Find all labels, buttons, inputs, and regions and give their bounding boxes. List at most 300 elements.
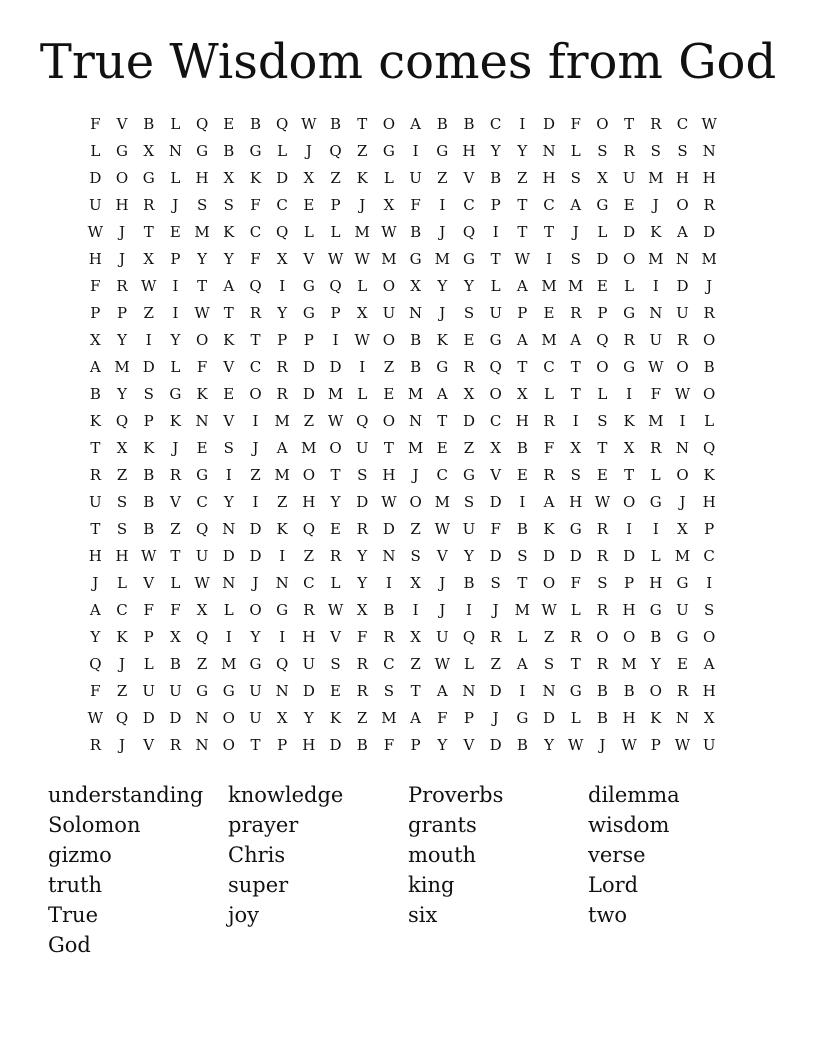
grid-row (82, 462, 732, 489)
grid-letter: J (92, 574, 99, 592)
grid-letter: Z (116, 682, 128, 700)
word-list-item: True (48, 903, 98, 927)
grid-letter: J (572, 223, 579, 241)
grid-letter: Z (490, 655, 501, 673)
grid-letter: T (624, 115, 635, 133)
grid-letter: Y (357, 574, 368, 592)
grid-letter: J (599, 736, 606, 754)
grid-letter: M (648, 250, 664, 268)
grid-letter: Z (410, 520, 421, 538)
grid-letter: R (276, 385, 288, 403)
grid-letter: Y (197, 250, 208, 268)
grid-letter: I (492, 223, 499, 241)
grid-letter: K (543, 520, 555, 538)
grid-letter: R (543, 466, 555, 484)
grid-letter: H (649, 574, 663, 592)
grid-letter: L (357, 385, 368, 403)
grid-letter: Q (302, 520, 315, 538)
grid-letter: Z (330, 169, 341, 187)
page-title: True Wisdom comes from God (39, 34, 777, 90)
grid-letter: R (356, 682, 368, 700)
grid-letter: K (703, 466, 715, 484)
grid-letter: O (676, 358, 689, 376)
grid-letter: Q (195, 628, 209, 646)
grid-letter: L (463, 655, 474, 673)
grid-letter: O (249, 385, 262, 403)
grid-letter: R (463, 358, 475, 376)
grid-letter: S (357, 466, 368, 484)
grid-letter: P (517, 304, 528, 322)
grid-letter: A (570, 331, 582, 349)
grid-letter: R (276, 358, 288, 376)
grid-letter: S (383, 682, 395, 700)
grid-letter: G (196, 682, 209, 700)
grid-letter: E (223, 115, 235, 133)
grid-letter: F (383, 736, 395, 754)
grid-letter: P (490, 196, 501, 214)
grid-letter: N (542, 142, 556, 160)
grid-letter: N (542, 682, 556, 700)
grid-letter: T (570, 385, 581, 403)
grid-letter: N (675, 439, 690, 457)
grid-letter: M (114, 358, 130, 376)
grid-letter: G (623, 304, 636, 322)
grid-letter: S (650, 142, 661, 160)
grid-letter: A (410, 115, 422, 133)
grid-letter: W (568, 736, 584, 754)
grid-row (82, 273, 732, 300)
grid-letter: J (172, 196, 179, 214)
grid-letter: B (463, 115, 475, 133)
grid-letter: O (302, 466, 315, 484)
grid-letter: I (439, 196, 446, 214)
grid-letter: S (490, 574, 501, 592)
grid-row (82, 192, 732, 219)
grid-letter: N (195, 736, 209, 754)
grid-letter: V (330, 628, 341, 646)
grid-letter: F (437, 709, 448, 727)
grid-letter: X (303, 169, 315, 187)
grid-letter: H (702, 493, 716, 511)
grid-letter: S (597, 412, 608, 430)
grid-letter: Z (303, 412, 315, 430)
grid-letter: V (169, 493, 181, 511)
grid-row (82, 165, 732, 192)
grid-letter: D (462, 412, 475, 430)
grid-letter: Y (464, 547, 474, 565)
grid-row (82, 354, 732, 381)
grid-letter: O (115, 169, 129, 187)
grid-letter: X (383, 196, 395, 214)
grid-letter: Q (195, 520, 209, 538)
grid-letter: C (489, 115, 502, 133)
grid-letter: D (329, 736, 342, 754)
grid-letter: A (223, 277, 235, 295)
grid-letter: Q (276, 223, 289, 241)
grid-letter: S (463, 493, 475, 511)
grid-letter: H (569, 493, 583, 511)
grid-letter: U (382, 304, 396, 322)
grid-letter: R (650, 115, 662, 133)
grid-letter: W (194, 304, 210, 322)
grid-letter: A (89, 358, 101, 376)
grid-letter: J (305, 142, 312, 160)
grid-letter: B (410, 331, 422, 349)
grid-letter: K (116, 628, 128, 646)
grid-letter: J (492, 601, 499, 619)
grid-letter: H (702, 169, 716, 187)
grid-letter: D (543, 547, 556, 565)
grid-letter: R (570, 628, 582, 646)
grid-letter: Y (464, 277, 474, 295)
grid-letter: S (463, 304, 475, 322)
grid-letter: Q (115, 412, 129, 430)
grid-letter: Q (249, 277, 262, 295)
grid-letter: R (89, 736, 101, 754)
grid-letter: M (541, 277, 557, 295)
grid-letter: N (222, 574, 236, 592)
grid-letter: G (649, 493, 662, 511)
grid-letter: J (439, 304, 446, 322)
grid-letter: Y (277, 304, 288, 322)
grid-row (82, 489, 732, 516)
grid-letter: G (516, 709, 529, 727)
grid-letter: I (519, 682, 526, 700)
grid-letter: B (143, 115, 155, 133)
grid-letter: G (569, 682, 582, 700)
grid-letter: G (169, 385, 182, 403)
grid-letter: B (650, 628, 662, 646)
grid-letter: C (489, 412, 502, 430)
grid-letter: R (703, 304, 715, 322)
grid-letter: G (649, 601, 662, 619)
grid-letter: P (303, 331, 314, 349)
grid-letter: V (463, 736, 475, 754)
grid-letter: B (596, 709, 608, 727)
grid-letter: X (90, 331, 101, 349)
grid-letter: L (330, 574, 341, 592)
grid-letter: L (570, 142, 581, 160)
grid-letter: T (250, 331, 261, 349)
grid-letter: Q (703, 439, 716, 457)
grid-letter: I (412, 142, 419, 160)
grid-letter: P (410, 736, 421, 754)
grid-letter: M (274, 466, 290, 484)
grid-letter: Q (356, 412, 369, 430)
grid-letter: D (302, 358, 315, 376)
grid-letter: V (463, 169, 475, 187)
grid-letter: X (143, 142, 155, 160)
grid-letter: Q (329, 277, 342, 295)
grid-letter: O (382, 331, 396, 349)
grid-letter: I (279, 628, 286, 646)
grid-letter: V (223, 412, 235, 430)
grid-letter: D (89, 169, 102, 187)
grid-letter: G (142, 169, 155, 187)
grid-letter: L (223, 601, 234, 619)
word-list-item: Lord (588, 873, 639, 897)
grid-letter: Q (115, 709, 129, 727)
grid-letter: H (542, 169, 556, 187)
grid-letter: O (222, 736, 235, 754)
grid-letter: U (355, 439, 369, 457)
grid-letter: H (115, 547, 129, 565)
grid-letter: B (623, 682, 635, 700)
grid-letter: J (706, 277, 713, 295)
grid-letter: V (143, 574, 155, 592)
grid-letter: U (622, 169, 636, 187)
grid-letter: W (541, 601, 557, 619)
grid-row (82, 570, 732, 597)
grid-letter: Y (650, 655, 661, 673)
grid-letter: P (170, 250, 181, 268)
grid-letter: V (116, 115, 128, 133)
grid-letter: C (249, 358, 262, 376)
grid-letter: S (116, 493, 128, 511)
grid-letter: G (596, 196, 609, 214)
grid-letter: O (195, 331, 209, 349)
grid-letter: D (249, 547, 262, 565)
grid-letter: O (489, 385, 502, 403)
grid-letter: D (356, 493, 369, 511)
grid-letter: M (541, 331, 557, 349)
grid-letter: X (116, 439, 128, 457)
grid-letter: X (276, 709, 288, 727)
grid-letter: P (143, 412, 154, 430)
grid-letter: B (410, 223, 422, 241)
grid-letter: K (356, 169, 368, 187)
word-list-item: Solomon (48, 813, 141, 837)
grid-letter: F (143, 601, 154, 619)
grid-letter: Q (276, 655, 289, 673)
grid-letter: B (143, 520, 155, 538)
grid-letter: U (649, 331, 663, 349)
grid-letter: U (489, 304, 502, 322)
grid-letter: F (250, 196, 261, 214)
grid-letter: N (275, 682, 289, 700)
grid-letter: E (196, 439, 208, 457)
grid-letter: Z (250, 466, 261, 484)
grid-letter: I (225, 466, 232, 484)
grid-letter: B (383, 601, 395, 619)
grid-letter: R (169, 736, 182, 754)
grid-letter: A (89, 601, 101, 619)
grid-letter: K (329, 709, 342, 727)
grid-letter: X (170, 628, 181, 646)
grid-letter: J (252, 574, 259, 592)
grid-letter: H (622, 709, 636, 727)
grid-letter: W (381, 223, 397, 241)
grid-letter: O (622, 628, 636, 646)
grid-letter: M (194, 223, 210, 241)
grid-letter: W (621, 736, 637, 754)
grid-letter: A (436, 682, 448, 700)
grid-letter: W (381, 493, 397, 511)
grid-letter: L (597, 385, 608, 403)
grid-letter: W (594, 493, 611, 511)
grid-letter: I (145, 331, 152, 349)
grid-letter: A (516, 331, 528, 349)
grid-letter: Z (143, 304, 154, 322)
grid-letter: T (517, 574, 528, 592)
grid-letter: G (409, 250, 422, 268)
grid-letter: E (223, 385, 235, 403)
grid-letter: G (623, 358, 636, 376)
word-list-item: king (408, 873, 455, 897)
grid-letter: I (412, 601, 419, 619)
grid-letter: B (223, 142, 235, 160)
grid-letter: M (701, 250, 717, 268)
grid-letter: F (570, 574, 581, 592)
grid-letter: U (302, 655, 316, 673)
grid-letter: T (330, 466, 341, 484)
grid-letter: O (542, 574, 556, 592)
grid-letter: G (436, 358, 449, 376)
grid-letter: R (650, 439, 662, 457)
grid-letter: I (466, 601, 472, 619)
grid-letter: D (276, 169, 289, 187)
grid-letter: H (302, 736, 316, 754)
grid-letter: X (463, 385, 475, 403)
grid-letter: Y (330, 493, 341, 511)
grid-row (82, 111, 732, 138)
grid-letter: M (221, 655, 237, 673)
grid-letter: D (489, 493, 502, 511)
grid-letter: U (435, 628, 449, 646)
grid-letter: R (703, 196, 715, 214)
grid-letter: D (382, 520, 395, 538)
grid-letter: I (519, 115, 526, 133)
grid-letter: Q (462, 628, 476, 646)
grid-row (82, 381, 732, 408)
word-list-item: God (48, 933, 91, 957)
grid-letter: S (570, 466, 581, 484)
grid-letter: L (143, 655, 154, 673)
grid-letter: D (596, 250, 609, 268)
grid-letter: E (383, 385, 395, 403)
grid-letter: T (170, 547, 181, 565)
grid-letter: Z (357, 709, 368, 727)
grid-letter: C (676, 115, 689, 133)
grid-letter: U (702, 736, 716, 754)
word-list-item: Chris (228, 843, 286, 867)
grid-letter: G (382, 142, 395, 160)
grid-letter: Q (596, 331, 609, 349)
grid-letter: O (703, 628, 716, 646)
grid-letter: A (703, 655, 715, 673)
grid-letter: U (169, 682, 182, 700)
grid-letter: X (143, 250, 155, 268)
grid-letter: I (279, 547, 286, 565)
grid-letter: I (252, 412, 259, 430)
grid-letter: G (116, 142, 129, 160)
grid-letter: L (117, 574, 128, 592)
grid-letter: N (195, 412, 209, 430)
grid-letter: N (675, 250, 690, 268)
grid-letter: Q (329, 142, 342, 160)
grid-letter: I (519, 493, 526, 511)
grid-letter: C (436, 466, 449, 484)
grid-letter: T (517, 196, 528, 214)
grid-letter: T (383, 439, 394, 457)
grid-letter: A (276, 439, 288, 457)
grid-letter: R (356, 655, 368, 673)
grid-letter: J (439, 223, 446, 241)
grid-letter: T (250, 736, 261, 754)
grid-letter: D (142, 358, 155, 376)
grid-letter: X (517, 385, 528, 403)
grid-letter: S (704, 601, 715, 619)
grid-letter: W (354, 250, 370, 268)
grid-letter: I (332, 331, 339, 349)
grid-letter: X (356, 601, 368, 619)
grid-letter: Z (196, 655, 208, 673)
grid-letter: F (250, 250, 261, 268)
grid-letter: N (675, 709, 690, 727)
grid-letter: R (329, 547, 342, 565)
grid-letter: A (570, 196, 582, 214)
grid-letter: O (676, 466, 689, 484)
grid-letter: Y (517, 142, 528, 160)
grid-letter: N (275, 574, 289, 592)
grid-letter: L (650, 466, 661, 484)
grid-letter: O (703, 331, 716, 349)
grid-letter: T (143, 223, 154, 241)
grid-letter: K (196, 385, 208, 403)
grid-letter: Y (90, 628, 101, 646)
grid-letter: D (703, 223, 716, 241)
grid-letter: R (596, 547, 609, 565)
grid-letter: B (516, 736, 528, 754)
grid-letter: Q (276, 115, 289, 133)
grid-letter: W (327, 601, 344, 619)
grid-letter: D (169, 709, 182, 727)
grid-letter: G (222, 682, 235, 700)
grid-letter: C (543, 358, 555, 376)
grid-letter: O (329, 439, 342, 457)
grid-letter: E (169, 223, 181, 241)
grid-letter: V (223, 358, 235, 376)
grid-letter: X (196, 601, 208, 619)
grid-letter: T (517, 223, 528, 241)
grid-letter: U (462, 520, 476, 538)
grid-letter: P (704, 520, 715, 538)
word-list-item: knowledge (228, 783, 344, 807)
grid-letter: Z (303, 547, 315, 565)
grid-letter: W (674, 385, 691, 403)
grid-letter: O (382, 115, 396, 133)
word-list-item: prayer (228, 813, 299, 837)
grid-letter: I (225, 628, 232, 646)
grid-letter: N (462, 682, 476, 700)
grid-letter: N (222, 520, 236, 538)
grid-letter: Z (410, 655, 421, 673)
grid-letter: A (410, 709, 422, 727)
grid-letter: H (302, 493, 316, 511)
grid-letter: Y (223, 493, 234, 511)
grid-letter: W (701, 115, 717, 133)
grid-letter: B (249, 115, 261, 133)
grid-letter: L (544, 385, 555, 403)
grid-letter: H (462, 142, 476, 160)
grid-row (82, 138, 732, 165)
grid-letter: N (382, 547, 396, 565)
grid-letter: M (568, 277, 584, 295)
grid-letter: Z (383, 358, 395, 376)
grid-row (82, 219, 732, 246)
grid-letter: G (462, 250, 475, 268)
grid-letter: U (195, 547, 209, 565)
